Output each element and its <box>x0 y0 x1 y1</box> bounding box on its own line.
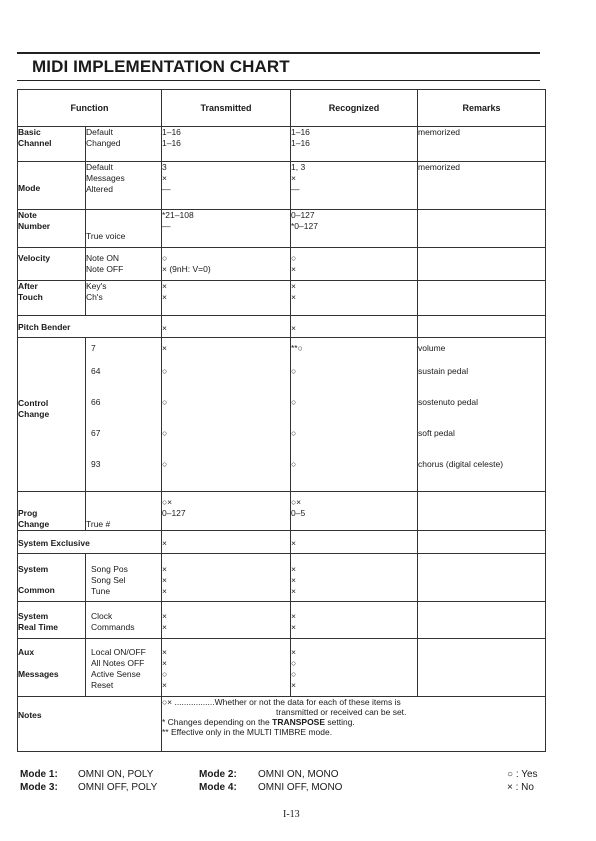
transmitted-cell: × <box>162 531 291 554</box>
header-function: Function <box>18 90 162 127</box>
transmitted-cell: ○ × (9nH: V=0) <box>162 248 291 281</box>
header-recognized: Recognized <box>291 90 418 127</box>
recognized-cell: 0–127 *0–127 <box>291 210 418 248</box>
sub-label: Clock Commands <box>86 602 162 639</box>
legend-mode2: Mode 2: OMNI ON, MONO <box>199 769 339 780</box>
section-label: System Real Time <box>18 602 86 639</box>
recognized-cell: 1–16 1–16 <box>291 127 418 162</box>
sub-label: Song Pos Song Sel Tune <box>86 554 162 602</box>
remarks-cell <box>418 639 546 697</box>
row-velocity <box>18 248 546 281</box>
remarks-cell <box>418 492 546 531</box>
transmitted-cell: × × <box>162 281 291 316</box>
notes-label: Notes <box>18 697 162 752</box>
remarks-cell: memorized <box>418 127 546 162</box>
notes-line-4: ** Effective only in the MULTI TIMBRE mode. <box>162 727 333 737</box>
row-basic-channel <box>18 127 546 162</box>
notes-line-3: * Changes depending on the TRANSPOSE setting. <box>162 717 355 727</box>
row-aux-messages <box>18 639 546 697</box>
legend-mode3: Mode 3: OMNI OFF, POLY <box>20 782 158 793</box>
recognized-cell: × ○ ○ × <box>291 639 418 697</box>
recognized-cell: **○ ○ ○ ○ ○ <box>291 338 418 492</box>
remarks-cell <box>418 554 546 602</box>
page-title: MIDI IMPLEMENTATION CHART <box>32 57 290 76</box>
section-label: Basic Channel <box>18 127 86 162</box>
row-notes <box>18 697 546 752</box>
title-rule <box>17 80 540 81</box>
sub-label: True # <box>86 492 162 531</box>
sub-label: Key's Ch's <box>86 281 162 316</box>
midi-implementation-table <box>17 89 546 752</box>
section-label: System Common <box>18 554 86 602</box>
recognized-cell: × <box>291 531 418 554</box>
section-label: Velocity <box>18 248 86 281</box>
section-label: Mode <box>18 162 86 210</box>
row-mode <box>18 162 546 210</box>
transmitted-cell: ○× 0–127 <box>162 492 291 531</box>
section-label: Note Number <box>18 210 86 248</box>
recognized-cell: × × <box>291 602 418 639</box>
row-system-common <box>18 554 546 602</box>
notes-line-2: transmitted or received can be set. <box>276 707 407 717</box>
control-numbers: 7 64 66 67 93 <box>86 338 162 492</box>
recognized-cell: × <box>291 316 418 338</box>
transmitted-cell: × × ○ × <box>162 639 291 697</box>
legend-mode1: Mode 1: OMNI ON, POLY <box>20 769 154 780</box>
sub-label: Note ON Note OFF <box>86 248 162 281</box>
transmitted-cell: × × <box>162 602 291 639</box>
sub-label: Default Messages Altered <box>86 162 162 210</box>
recognized-cell: 1, 3 × — <box>291 162 418 210</box>
section-label: After Touch <box>18 281 86 316</box>
remarks-cell <box>418 281 546 316</box>
page-number: I-13 <box>283 809 300 820</box>
section-label: Pitch Bender <box>18 316 162 338</box>
row-note-number <box>18 210 546 248</box>
remarks-cell <box>418 210 546 248</box>
sub-label: True voice <box>86 210 162 248</box>
legend-yes: ○ : Yes <box>507 769 538 780</box>
recognized-cell: × × × <box>291 554 418 602</box>
transmitted-cell: 3 × — <box>162 162 291 210</box>
header-remarks: Remarks <box>418 90 546 127</box>
recognized-cell: ○ × <box>291 248 418 281</box>
remarks-cell: volume sustain pedal sostenuto pedal soft pedal chorus (digital celeste) <box>418 338 546 492</box>
remarks-cell: memorized <box>418 162 546 210</box>
legend-no: × : No <box>507 782 534 793</box>
recognized-cell: × × <box>291 281 418 316</box>
transmitted-cell: 1–16 1–16 <box>162 127 291 162</box>
transmitted-cell: × × × <box>162 554 291 602</box>
row-after-touch <box>18 281 546 316</box>
notes-line-1: ○× .................Whether or not the data for each of these items is <box>162 697 401 707</box>
row-prog-change <box>18 492 546 531</box>
sub-label: Default Changed <box>86 127 162 162</box>
notes-cell <box>162 697 546 752</box>
row-control-change <box>18 338 546 492</box>
row-pitch-bender <box>18 316 546 338</box>
section-label: System Exclusive <box>18 531 162 554</box>
header-transmitted: Transmitted <box>162 90 291 127</box>
sub-label: Local ON/OFF All Notes OFF Active Sense Reset <box>86 639 162 697</box>
section-label: Aux Messages <box>18 639 86 697</box>
transmitted-cell: × <box>162 316 291 338</box>
remarks-cell <box>418 316 546 338</box>
top-rule <box>17 52 540 54</box>
row-system-real-time <box>18 602 546 639</box>
section-label: Control Change <box>18 338 86 492</box>
remarks-cell <box>418 248 546 281</box>
transmitted-cell: × ○ ○ ○ ○ <box>162 338 291 492</box>
remarks-cell <box>418 531 546 554</box>
legend-mode4: Mode 4: OMNI OFF, MONO <box>199 782 343 793</box>
section-label: Prog Change <box>18 492 86 531</box>
recognized-cell: ○× 0–5 <box>291 492 418 531</box>
remarks-cell <box>418 602 546 639</box>
header-row <box>18 90 546 127</box>
row-system-exclusive <box>18 531 546 554</box>
transmitted-cell: *21–108 — <box>162 210 291 248</box>
